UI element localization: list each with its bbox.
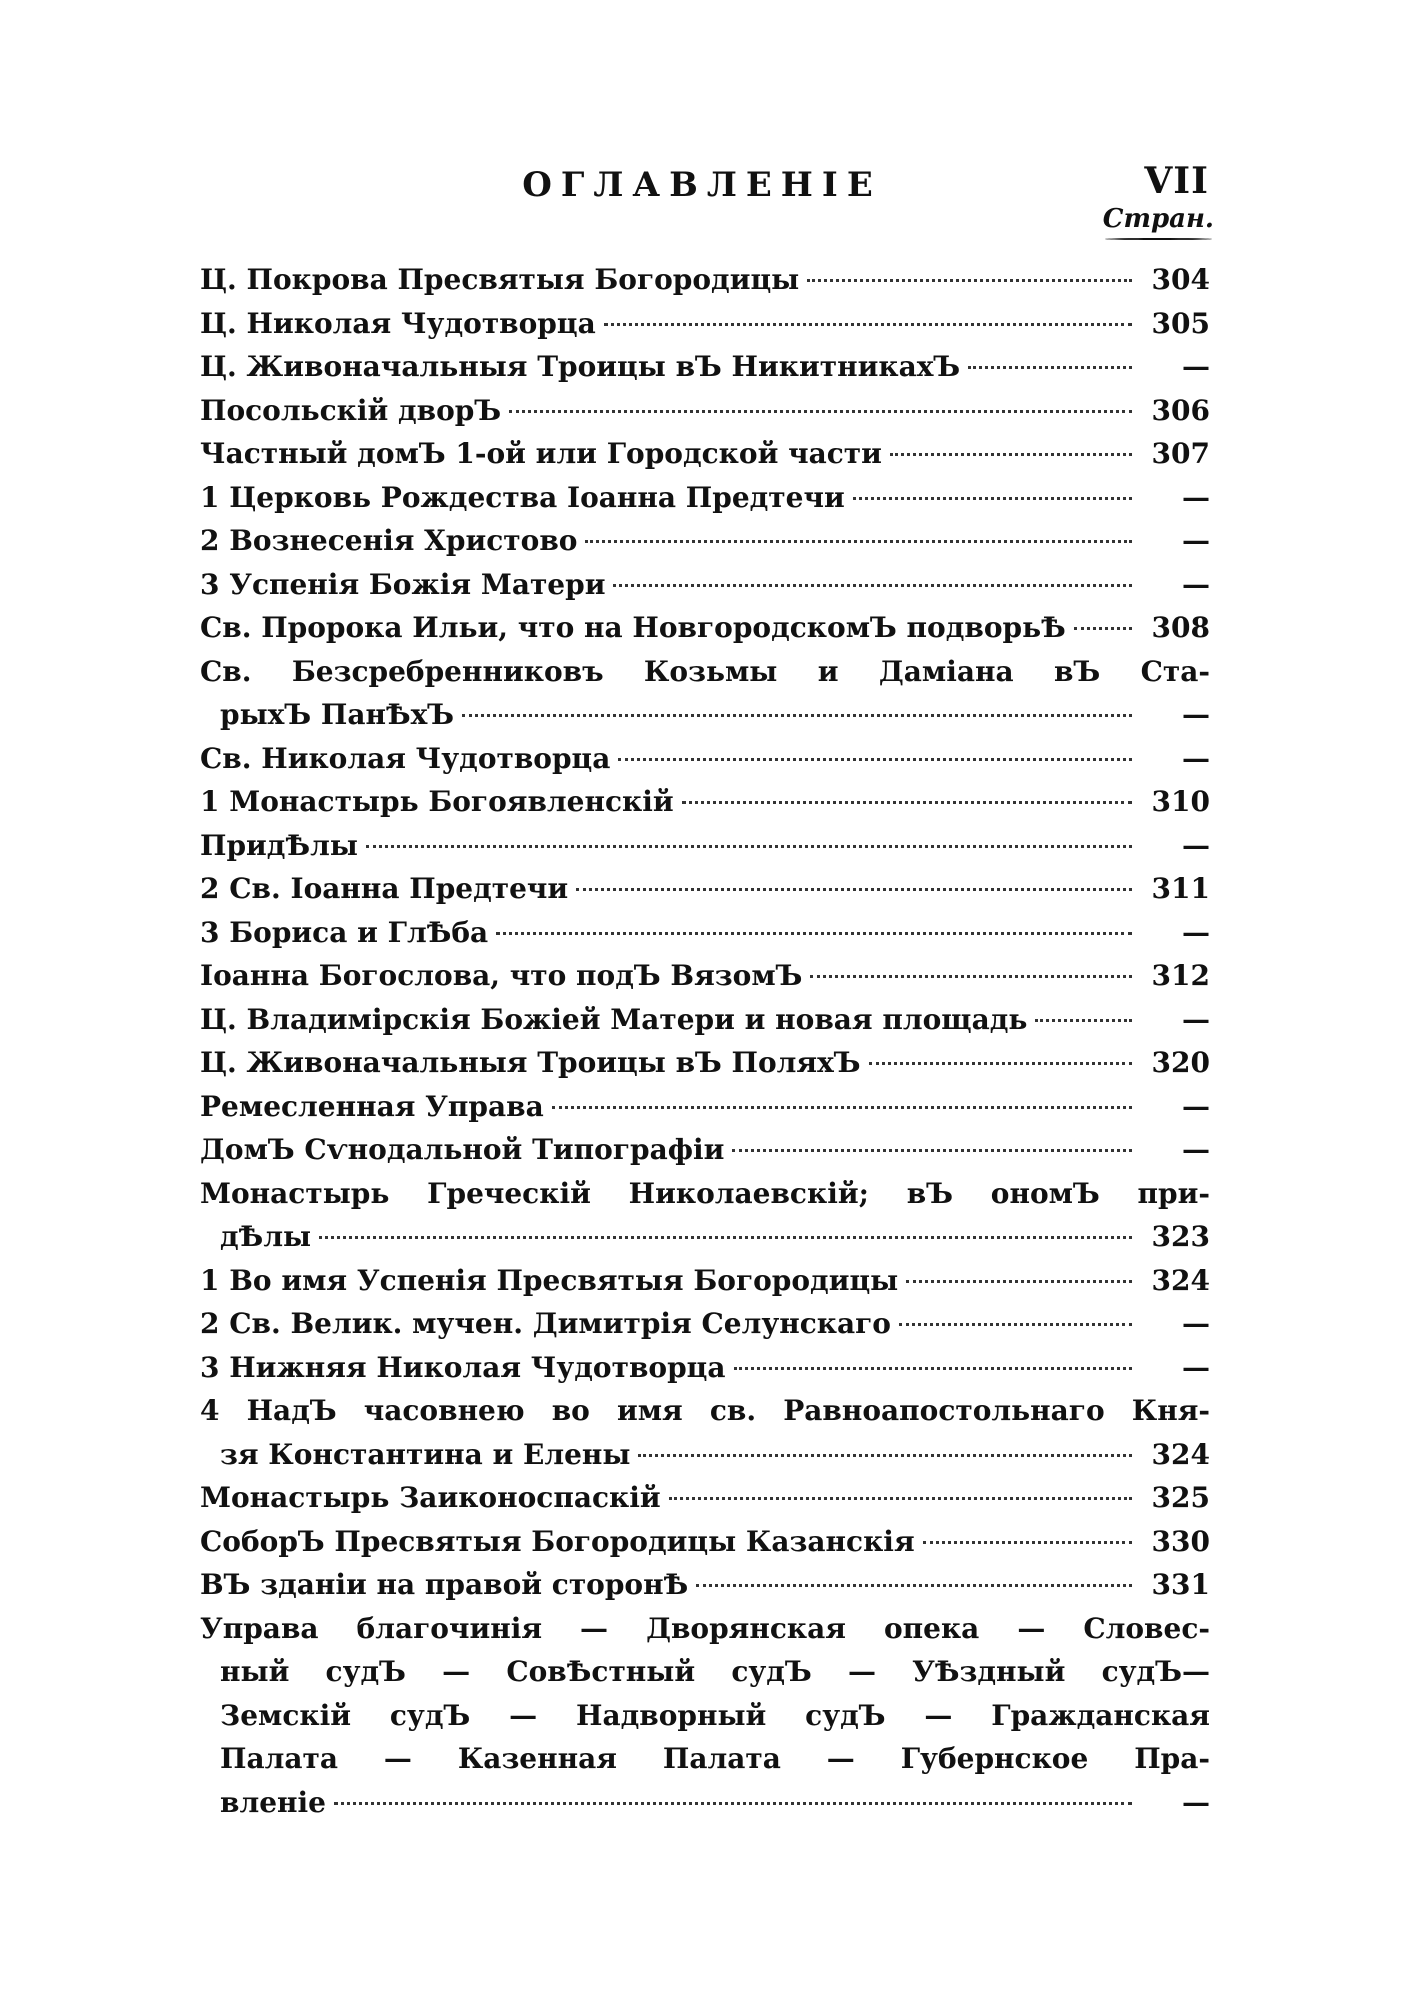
toc-dot-leader [585, 540, 1132, 543]
toc-entry-page: 312 [1151, 959, 1210, 992]
toc-entry-page: — [1182, 1133, 1210, 1166]
toc-dot-leader [669, 1497, 1132, 1500]
toc-entry-title: Іоанна Богослова, что подЪ ВязомЪ [200, 959, 803, 992]
toc-entry [200, 1476, 1210, 1520]
toc-entry-title: 1 Во имя Успенія Пресвятыя Богородицы [200, 1263, 899, 1297]
toc-entry-page: 325 [1151, 1481, 1210, 1514]
toc-entry [200, 693, 1210, 737]
toc-entry-title: Ремесленная Управа [200, 1089, 544, 1123]
toc-entry [200, 998, 1210, 1042]
toc-entry [200, 1433, 1210, 1477]
toc-dot-leader [1074, 627, 1132, 630]
toc-entry-title: 2 Вознесенія Христово [200, 524, 578, 557]
page-column-label: Стран. [1103, 204, 1214, 240]
toc-entry-page: 324 [1151, 1263, 1210, 1297]
toc-entry-page: 331 [1151, 1568, 1210, 1601]
toc-dot-leader [696, 1584, 1132, 1587]
toc-entry [200, 1346, 1210, 1390]
toc-entry [200, 563, 1210, 607]
toc-entry-title: рыхЪ ПанѢхЪ [220, 698, 455, 731]
toc-entry [200, 737, 1210, 781]
toc-dot-leader [1035, 1019, 1132, 1022]
toc-entry-title: Монастырь Заиконоспаскій [200, 1481, 661, 1514]
toc-entry-page: — [1182, 1785, 1210, 1819]
toc-entry-page: — [1182, 350, 1210, 383]
toc-entry-page: — [1182, 524, 1210, 557]
toc-entry-page: 323 [1151, 1220, 1210, 1253]
toc-entry-page: 307 [1151, 437, 1210, 470]
toc-entry-title: ВЪ зданіи на правой сторонѢ [200, 1568, 689, 1601]
toc-entry-title: 2 Св. Іоанна Предтечи [200, 872, 569, 905]
toc-dot-leader [732, 1149, 1132, 1152]
toc-entry-page: — [1182, 480, 1210, 514]
toc-dot-leader [576, 888, 1132, 891]
toc-entry-page: — [1182, 1089, 1210, 1123]
toc-dot-leader [319, 1236, 1132, 1239]
toc-entry [200, 1259, 1210, 1303]
toc-entry [200, 1041, 1210, 1085]
toc-entry-line: Земскій судЪ — Надворный судЪ — Гражданская [220, 1698, 1210, 1732]
toc-dot-leader [899, 1323, 1132, 1326]
toc-entry [200, 389, 1210, 433]
toc-entry-page: 324 [1151, 1437, 1210, 1471]
toc-entry-line: ный судЪ — СовѢстный судЪ — УѢздный судЪ— [220, 1655, 1210, 1688]
toc-dot-leader [604, 323, 1132, 326]
toc-entry-title: 2 Св. Велик. мучен. Димитрія Селунскаго [200, 1307, 891, 1340]
toc-entry-title: Посольскій дворЪ [200, 393, 502, 427]
toc-dot-leader [613, 584, 1132, 587]
toc-entry-page: 320 [1151, 1046, 1210, 1079]
toc-dot-leader [853, 497, 1132, 500]
toc-entry [200, 954, 1210, 998]
toc-entry-title: Ц. Покрова Пресвятыя Богородицы [200, 263, 800, 296]
toc-entry [200, 258, 1210, 302]
toc-entry-title: 3 Успенія Божія Матери [200, 567, 606, 601]
toc-entry-title: Частный домЪ 1-ой или Городской части [200, 437, 882, 470]
toc-entry-page: — [1182, 1307, 1210, 1340]
toc-entry-page: 310 [1151, 785, 1210, 818]
toc-entry-page: 305 [1151, 306, 1210, 340]
toc-entry [200, 432, 1210, 476]
toc-entry-title: 3 Бориса и ГлѢба [200, 915, 489, 949]
toc-entry-line: 4 НадЪ часовнею во имя св. Равноапостольнаго Кня- [200, 1394, 1210, 1427]
toc-entry-title: Ц. Живоначальныя Троицы вЪ НикитникахЪ [200, 350, 961, 383]
toc-entry-title: Ц. Николая Чудотворца [200, 306, 596, 340]
toc-entry-title: зя Константина и Елены [220, 1437, 631, 1471]
toc-entry [200, 867, 1210, 911]
page-number: VII [1144, 160, 1209, 202]
toc-entry [200, 780, 1210, 824]
toc-entry-page: — [1182, 1002, 1210, 1036]
toc-dot-leader [334, 1802, 1132, 1805]
table-of-contents [200, 258, 1210, 1824]
toc-entry [200, 606, 1210, 650]
toc-dot-leader [906, 1280, 1132, 1283]
toc-entry-page: 308 [1151, 611, 1210, 644]
toc-entry [200, 1520, 1210, 1564]
toc-dot-leader [366, 845, 1132, 848]
toc-entry-line: Св. Безсребренниковъ Козьмы и Даміана вЪ Ста- [200, 654, 1210, 688]
toc-dot-leader [618, 758, 1132, 761]
toc-entry-title: Св. Николая Чудотворца [200, 741, 611, 775]
toc-entry [200, 1563, 1210, 1607]
toc-dot-leader [496, 932, 1132, 935]
toc-entry-title: 1 Церковь Рождества Іоанна Предтечи [200, 480, 845, 514]
toc-entry [200, 519, 1210, 563]
toc-dot-leader [810, 975, 1132, 978]
toc-entry-title: Ц. Владимірскія Божіей Матери и новая площадь [200, 1002, 1028, 1036]
toc-entry [200, 476, 1210, 520]
toc-dot-leader [807, 279, 1132, 282]
toc-dot-leader [890, 453, 1132, 456]
toc-entry-line: Палата — Казенная Палата — Губернское Пра- [220, 1742, 1210, 1775]
toc-entry [200, 1085, 1210, 1129]
toc-dot-leader [509, 410, 1132, 413]
toc-dot-leader [869, 1062, 1132, 1065]
toc-entry [200, 345, 1210, 389]
toc-entry [200, 1302, 1210, 1346]
toc-entry [200, 302, 1210, 346]
toc-entry-page: — [1182, 915, 1210, 949]
toc-entry-title: Св. Пророка Ильи, что на НовгородскомЪ подворьѢ [200, 611, 1066, 644]
toc-entry-page: — [1182, 698, 1210, 731]
toc-entry-page: 304 [1151, 263, 1210, 296]
toc-entry-title: ПридѢлы [200, 828, 358, 862]
toc-dot-leader [462, 714, 1132, 717]
toc-dot-leader [968, 366, 1132, 369]
toc-dot-leader [638, 1454, 1132, 1457]
toc-entry-title: вленіе [220, 1785, 326, 1819]
toc-entry-title: Ц. Живоначальныя Троицы вЪ ПоляхЪ [200, 1046, 861, 1079]
page-title: ОГЛАВЛЕНІЕ [522, 165, 882, 205]
toc-dot-leader [923, 1541, 1132, 1544]
toc-entry-page: 330 [1151, 1524, 1210, 1558]
toc-entry [200, 824, 1210, 868]
toc-entry [200, 1128, 1210, 1172]
toc-dot-leader [734, 1367, 1133, 1370]
toc-entry-title: дѢлы [220, 1220, 312, 1253]
toc-entry-line: Монастырь Греческій Николаевскій; вЪ ономЪ при- [200, 1176, 1210, 1210]
toc-entry-title: 1 Монастырь Богоявленскій [200, 785, 674, 818]
toc-entry [200, 1215, 1210, 1259]
toc-entry-page: — [1182, 741, 1210, 775]
toc-entry-page: 306 [1151, 393, 1210, 427]
toc-entry [200, 1781, 1210, 1825]
toc-entry-title: СоборЪ Пресвятыя Богородицы Казанскія [200, 1524, 915, 1558]
toc-entry [200, 911, 1210, 955]
toc-entry-page: 311 [1151, 872, 1210, 905]
toc-entry-title: 3 Нижняя Николая Чудотворца [200, 1350, 726, 1384]
toc-entry-page: — [1182, 1350, 1210, 1384]
toc-entry-title: ДомЪ Сѵнодальной Типографіи [200, 1133, 725, 1166]
toc-entry-page: — [1182, 828, 1210, 862]
toc-entry-line: Управа благочинія — Дворянская опека — Словес- [200, 1611, 1210, 1645]
toc-dot-leader [552, 1106, 1132, 1109]
toc-dot-leader [682, 801, 1132, 804]
toc-entry-page: — [1182, 567, 1210, 601]
